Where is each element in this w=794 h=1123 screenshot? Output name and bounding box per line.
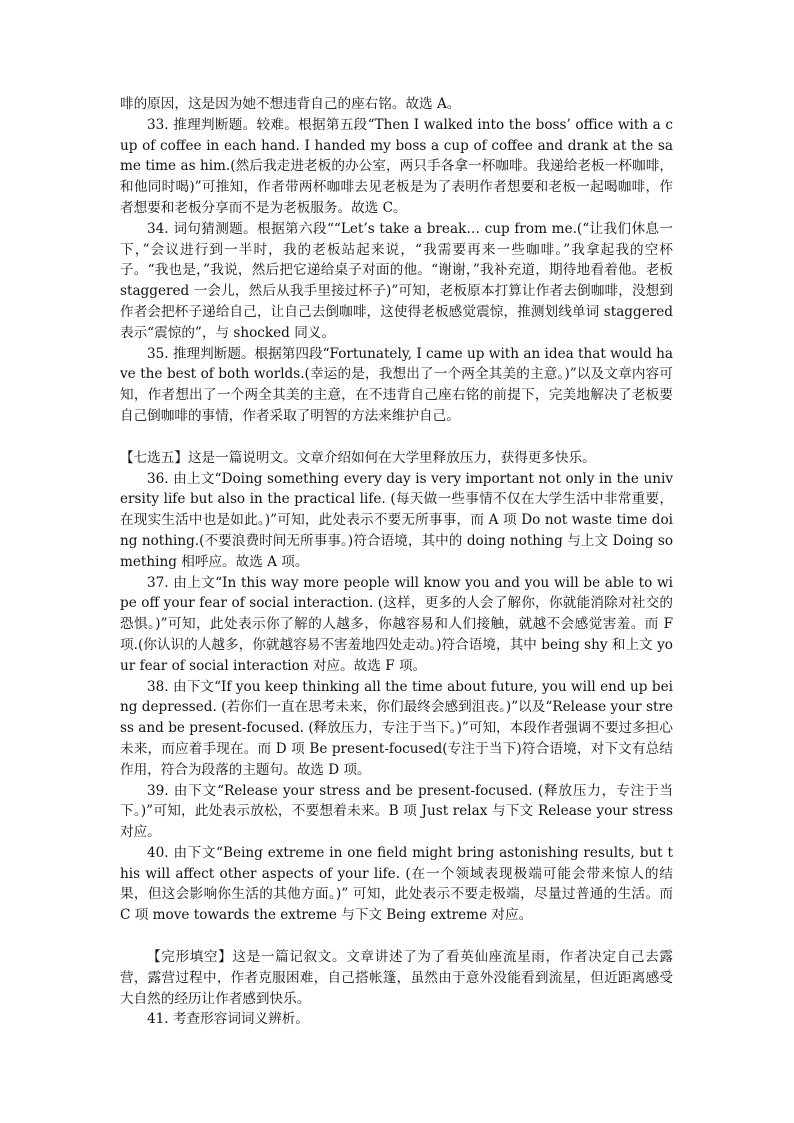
section-gap bbox=[120, 926, 673, 947]
document-page bbox=[120, 94, 673, 1030]
answer-38: 38. 由下文“If you keep thinking all the time about future, you will end up being depressed. (若你们一直在思考未来，你们最终会感到沮丧。)”以及“Release your stress and be present-focused. (释放压力，专注于当下。)”可知，本段作者强调不要过多担心未来，而应着手现在。而 D 项 Be present-focused(专注于当下)符合语境，对下文有总结作用，符合为段落的主题句。故选 D 项。 bbox=[120, 678, 673, 778]
section-gap bbox=[120, 427, 673, 448]
answer-36: 36. 由上文“Doing something every day is very important not only in the university life but also in the practical life. (每天做一些事情不仅在大学生活中非常重要，在现实生活中也是如此。)”可知，此处表示不要无所事事，而 A 项 Do not waste time doing nothing.(不要浪费时间无所事事。)符合语境，其中的 doing nothing 与上文 Doing something 相呼应。故选 A 项。 bbox=[120, 470, 673, 570]
answer-35: 35. 推理判断题。根据第四段“Fortunately, I came up with an idea that would have the best of both worlds.(幸运的是，我想出了一个两全其美的主意。)”以及文章内容可知，作者想出了一个两全其美的主意，在不违背自己座右铭的前提下，完美地解决了老板要自己倒咖啡的事情，作者采取了明智的方法来维护自己。 bbox=[120, 345, 673, 424]
paragraph-continuation: 啡的原因，这是因为她不想违背自己的座右铭。故选 A。 bbox=[120, 96, 461, 112]
section-heading-seven-choose-five: 【七选五】这是一篇说明文。文章介绍如何在大学里释放压力，获得更多快乐。 bbox=[120, 449, 596, 466]
answer-33: 33. 推理判断题。较难。根据第五段“Then I walked into the boss’ office with a cup of coffee in each hand. I handed my boss a cup of coffee and drank at the same time as him.(然后我走进老板的办公室，两只手各拿一杯咖啡。我递给老板一杯咖啡，和他同时喝)”可推知，作者带两杯咖啡去见老板是为了表明作者想要和老板一起喝咖啡，作者想要和老板分享而不是为老板服务。故选 C。 bbox=[120, 116, 673, 216]
section-heading-cloze: 【完形填空】这是一篇记叙文。文章讲述了为了看英仙座流星雨，作者决定自己去露营，露营过程中，作者克服困难，自己搭帐篷，虽然由于意外没能看到流星，但近距离感受大自然的经历让作者感到快乐。 bbox=[120, 949, 673, 1007]
answer-37: 37. 由上文“In this way more people will know you and you will be able to wipe off your fear of social interaction. (这样，更多的人会了解你，你就能消除对社交的恐惧。)”可知，此处表示你了解的人越多，你越容易和人们接触，就越不会感觉害羞。而 F 项.(你认识的人越多，你就越容易不害羞地四处走动。)符合语境，其中 being shy 和上文 your fear of social interaction 对应。故选 F 项。 bbox=[120, 574, 673, 674]
answer-34: 34. 词句猜测题。根据第六段““Let’s take a break… cup from me.(“让我们休息一下，”会议进行到一半时，我的老板站起来说，“我需要再来一些咖啡。”我拿起我的空杯子。“我也是，”我说，然后把它递给桌子对面的他。“谢谢，”我补充道，期待地看着他。老板 staggered 一会儿，然后从我手里接过杯子)”可知，老板原本打算让作者去倒咖啡，没想到作者会把杯子递给自己，让自己去倒咖啡，这使得老板感觉震惊，推测划线单词 staggered 表示“震惊的”，与 shocked 同义。 bbox=[120, 220, 673, 341]
answer-41: 41. 考查形容词词义辨析。 bbox=[147, 1011, 309, 1028]
answer-39: 39. 由下文“Release your stress and be present-focused. (释放压力，专注于当下。)”可知，此处表示放松，不要想着未来。B 项 Just relax 与下文 Release your stress 对应。 bbox=[120, 782, 673, 841]
answer-40: 40. 由下文“Being extreme in one field might bring astonishing results, but this will affect other aspects of your life. (在一个领域表现极端可能会带来惊人的结果，但这会影响你生活的其他方面。)” 可知，此处表示不要走极端，尽量过普通的生活。而 C 项 move towards the extreme 与下文 Being extreme 对应。 bbox=[120, 844, 673, 924]
